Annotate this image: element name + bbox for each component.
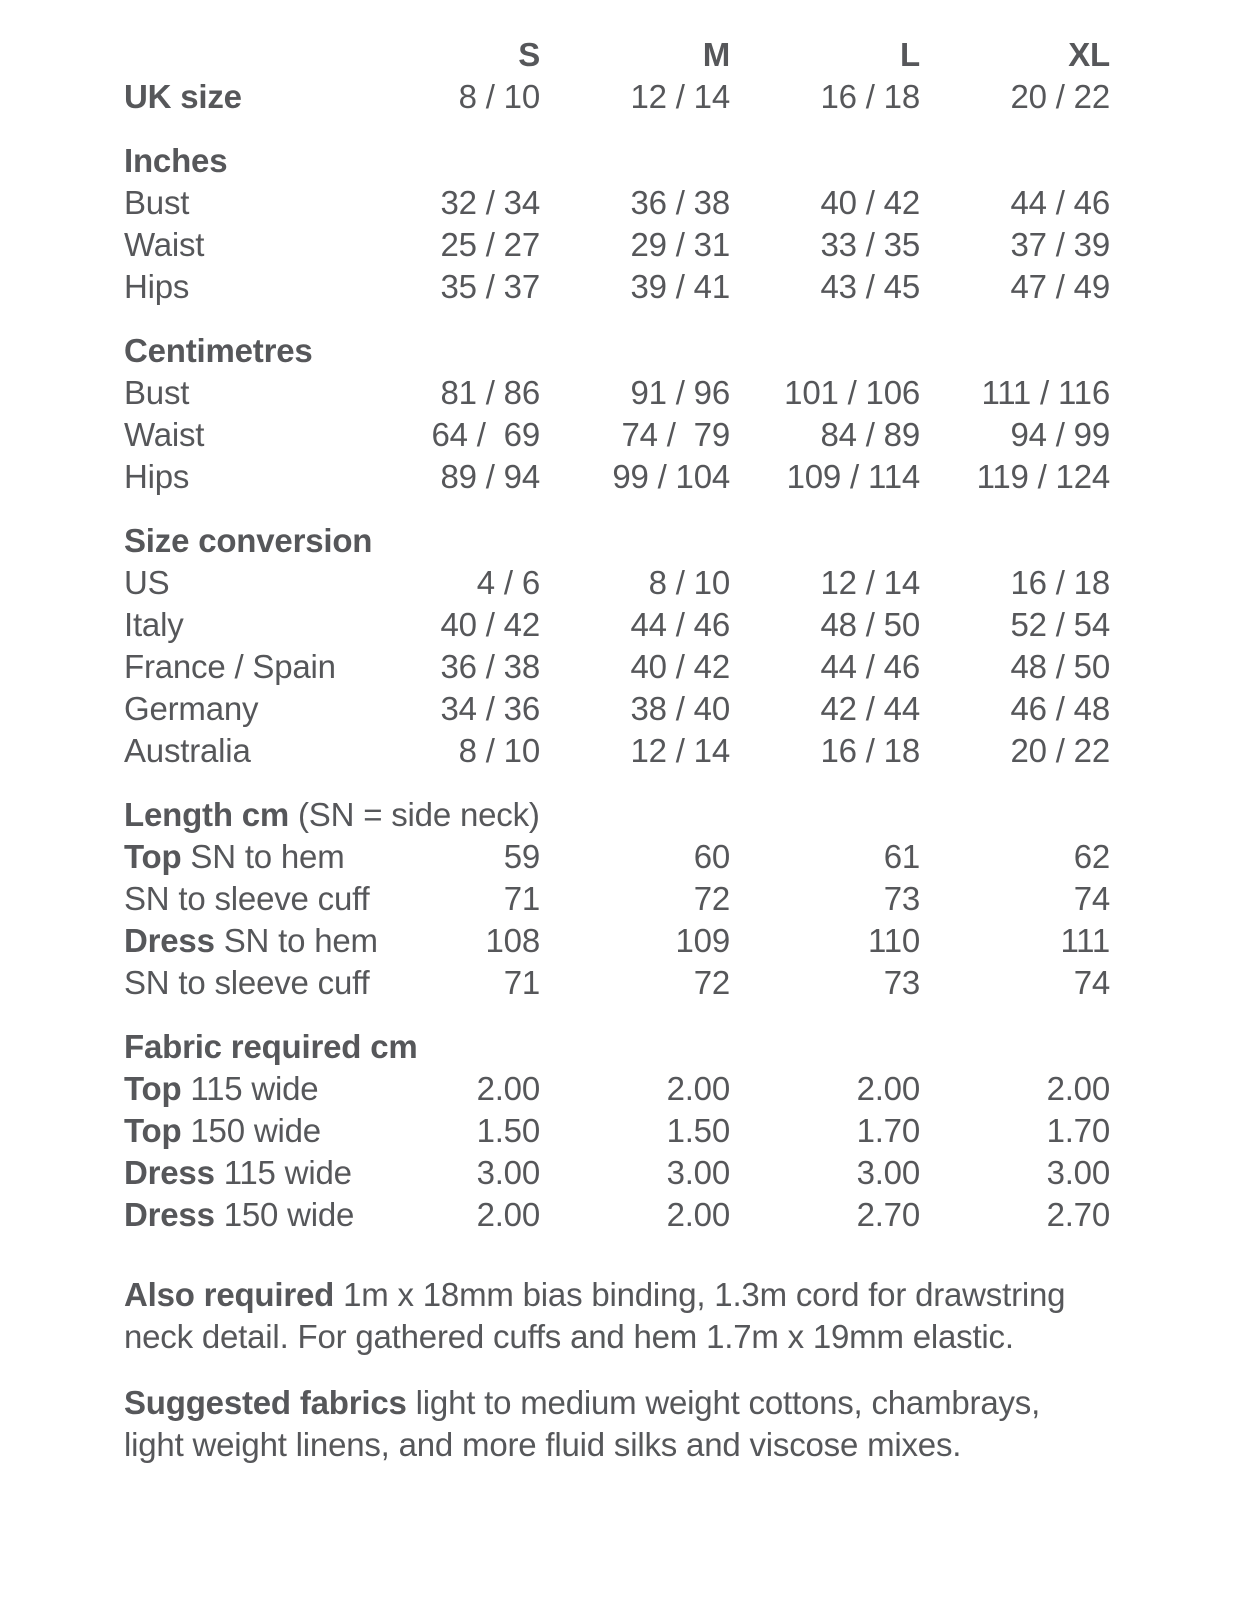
cell-value: 111 bbox=[1060, 922, 1110, 959]
column-header-m: M bbox=[702, 36, 730, 73]
cell-value: 3.00 bbox=[856, 1154, 920, 1191]
cell-value: 2.70 bbox=[1046, 1196, 1110, 1233]
row-label-rest: Bust bbox=[124, 184, 190, 221]
table-row bbox=[124, 836, 1110, 878]
cell-value: 40 / 42 bbox=[820, 184, 920, 221]
cell-value: 16 / 18 bbox=[1010, 564, 1110, 601]
column-headers-row bbox=[124, 34, 1110, 76]
cell-value: 108 bbox=[485, 922, 540, 959]
cell-value: 81 / 86 bbox=[440, 374, 540, 411]
note-line bbox=[124, 1382, 1110, 1424]
row-label-rest: Hips bbox=[124, 268, 190, 305]
cell-value: 2.00 bbox=[666, 1070, 730, 1107]
row-label bbox=[124, 688, 350, 730]
row-label: UK size bbox=[124, 78, 242, 115]
row-label bbox=[124, 456, 350, 498]
row-label bbox=[124, 562, 350, 604]
column-header-l: L bbox=[900, 36, 920, 73]
table-row bbox=[124, 1110, 1110, 1152]
cell-value: 62 bbox=[1073, 838, 1110, 875]
cell-value: 73 bbox=[883, 880, 920, 917]
table-row bbox=[124, 1152, 1110, 1194]
table-row bbox=[124, 372, 1110, 414]
section-header-centimetres bbox=[124, 330, 1110, 372]
cell-value: 101 / 106 bbox=[784, 374, 920, 411]
column-header-spacer bbox=[124, 34, 350, 76]
cell-value: 60 bbox=[693, 838, 730, 875]
cell-value: 71 bbox=[503, 880, 540, 917]
row-label-rest: 150 wide bbox=[181, 1112, 321, 1149]
cell-value: 25 / 27 bbox=[440, 226, 540, 263]
note-text: light to medium weight cottons, chambrays, bbox=[406, 1384, 1041, 1421]
cell-value: 1.70 bbox=[1046, 1112, 1110, 1149]
cell-value: 84 / 89 bbox=[820, 416, 920, 453]
row-label bbox=[124, 878, 370, 920]
section-title: Length cm bbox=[124, 796, 290, 833]
row-label bbox=[124, 1068, 350, 1110]
section-title: Centimetres bbox=[124, 332, 313, 369]
row-label-rest: Italy bbox=[124, 606, 184, 643]
section-header-length bbox=[124, 794, 1110, 836]
section-note: (SN = side neck) bbox=[289, 796, 540, 833]
cell-value: 1.50 bbox=[666, 1112, 730, 1149]
row-label-bold: Dress bbox=[124, 1196, 215, 1233]
table-row bbox=[124, 1068, 1110, 1110]
column-header-s: S bbox=[518, 36, 540, 73]
cell-value: 48 / 50 bbox=[1010, 648, 1110, 685]
cell-value: 46 / 48 bbox=[1010, 690, 1110, 727]
table-row bbox=[124, 688, 1110, 730]
table-row bbox=[124, 920, 1110, 962]
cell-value: 2.00 bbox=[856, 1070, 920, 1107]
cell-value: 32 / 34 bbox=[440, 184, 540, 221]
row-label-rest: Australia bbox=[124, 732, 251, 769]
cell-value: 73 bbox=[883, 964, 920, 1001]
cell-value: 1.50 bbox=[476, 1112, 540, 1149]
cell-value: 20 / 22 bbox=[1010, 78, 1110, 115]
cell-value: 99 / 104 bbox=[612, 458, 730, 495]
row-label bbox=[124, 604, 350, 646]
row-label bbox=[124, 646, 350, 688]
row-label-rest: SN to hem bbox=[181, 838, 345, 875]
row-label bbox=[124, 920, 378, 962]
cell-value: 47 / 49 bbox=[1010, 268, 1110, 305]
cell-value: 20 / 22 bbox=[1010, 732, 1110, 769]
cell-value: 111 / 116 bbox=[981, 374, 1110, 411]
table-row bbox=[124, 878, 1110, 920]
cell-value: 12 / 14 bbox=[820, 564, 920, 601]
row-label-bold: Top bbox=[124, 838, 182, 875]
cell-value: 110 bbox=[867, 922, 920, 959]
cell-value: 12 / 14 bbox=[630, 732, 730, 769]
table-row bbox=[124, 414, 1110, 456]
cell-value: 64 / 69 bbox=[431, 416, 540, 453]
cell-value: 16 / 18 bbox=[820, 732, 920, 769]
row-label-rest: 150 wide bbox=[214, 1196, 355, 1233]
row-label-rest: 115 wide bbox=[214, 1154, 352, 1191]
row-label-rest: SN to sleeve cuff bbox=[124, 880, 370, 917]
cell-value: 44 / 46 bbox=[820, 648, 920, 685]
table-row bbox=[124, 730, 1110, 772]
row-label-rest: Hips bbox=[124, 458, 190, 495]
row-label-rest: Waist bbox=[124, 226, 205, 263]
cell-value: 109 bbox=[675, 922, 730, 959]
row-label-rest: Bust bbox=[124, 374, 190, 411]
row-label bbox=[124, 1152, 350, 1194]
row-label bbox=[124, 836, 350, 878]
row-label bbox=[124, 962, 370, 1004]
row-label-bold: Dress bbox=[124, 1154, 215, 1191]
cell-value: 39 / 41 bbox=[630, 268, 730, 305]
cell-value: 91 / 96 bbox=[630, 374, 730, 411]
cell-value: 2.00 bbox=[666, 1196, 730, 1233]
cell-value: 40 / 42 bbox=[630, 648, 730, 685]
cell-value: 33 / 35 bbox=[820, 226, 920, 263]
cell-value: 35 / 37 bbox=[440, 268, 540, 305]
cell-value: 38 / 40 bbox=[630, 690, 730, 727]
cell-value: 36 / 38 bbox=[630, 184, 730, 221]
uk-size-row bbox=[124, 76, 1110, 118]
suggested-fabrics-note bbox=[124, 1382, 1110, 1466]
row-label-rest: 115 wide bbox=[181, 1070, 319, 1107]
cell-value: 8 / 10 bbox=[458, 732, 540, 769]
row-label bbox=[124, 414, 350, 456]
row-label-rest: SN to hem bbox=[214, 922, 378, 959]
row-label bbox=[124, 1110, 350, 1152]
cell-value: 59 bbox=[503, 838, 540, 875]
cell-value: 44 / 46 bbox=[630, 606, 730, 643]
cell-value: 72 bbox=[693, 964, 730, 1001]
cell-value: 34 / 36 bbox=[440, 690, 540, 727]
cell-value: 61 bbox=[883, 838, 920, 875]
cell-value: 3.00 bbox=[666, 1154, 730, 1191]
cell-value: 37 / 39 bbox=[1010, 226, 1110, 263]
table-row bbox=[124, 266, 1110, 308]
table-row bbox=[124, 456, 1110, 498]
section-title: Size conversion bbox=[124, 522, 373, 559]
column-header-xl: XL bbox=[1068, 36, 1110, 73]
section-header-inches bbox=[124, 140, 1110, 182]
row-label bbox=[124, 224, 350, 266]
row-label-rest: US bbox=[124, 564, 170, 601]
note-lead: Also required bbox=[124, 1276, 335, 1313]
row-label bbox=[124, 266, 350, 308]
cell-value: 109 / 114 bbox=[786, 458, 920, 495]
cell-value: 72 bbox=[693, 880, 730, 917]
cell-value: 52 / 54 bbox=[1010, 606, 1110, 643]
row-label bbox=[124, 182, 350, 224]
cell-value: 40 / 42 bbox=[440, 606, 540, 643]
table-row bbox=[124, 562, 1110, 604]
cell-value: 16 / 18 bbox=[820, 78, 920, 115]
cell-value: 74 / 79 bbox=[621, 416, 730, 453]
cell-value: 3.00 bbox=[1046, 1154, 1110, 1191]
note-text: 1m x 18mm bias binding, 1.3m cord for drawstring bbox=[334, 1276, 1066, 1313]
row-label-rest: Waist bbox=[124, 416, 205, 453]
row-label bbox=[124, 1194, 355, 1236]
row-label-rest: SN to sleeve cuff bbox=[124, 964, 370, 1001]
row-label bbox=[124, 730, 350, 772]
note-lead: Suggested fabrics bbox=[124, 1384, 407, 1421]
cell-value: 8 / 10 bbox=[648, 564, 730, 601]
section-header-size-conversion bbox=[124, 520, 1110, 562]
row-label-bold: Top bbox=[124, 1070, 182, 1107]
row-label-rest: France / Spain bbox=[124, 648, 336, 685]
cell-value: 48 / 50 bbox=[820, 606, 920, 643]
table-row bbox=[124, 962, 1110, 1004]
note-line: light weight linens, and more fluid silks and viscose mixes. bbox=[124, 1426, 962, 1463]
row-label-rest: Germany bbox=[124, 690, 259, 727]
cell-value: 89 / 94 bbox=[440, 458, 540, 495]
row-label bbox=[124, 372, 350, 414]
table-row bbox=[124, 604, 1110, 646]
cell-value: 94 / 99 bbox=[1010, 416, 1110, 453]
cell-value: 8 / 10 bbox=[458, 78, 540, 115]
row-label-bold: Dress bbox=[124, 922, 215, 959]
cell-value: 2.00 bbox=[476, 1196, 540, 1233]
row-label-bold: Top bbox=[124, 1112, 182, 1149]
cell-value: 74 bbox=[1073, 964, 1110, 1001]
cell-value: 2.00 bbox=[476, 1070, 540, 1107]
section-title: Inches bbox=[124, 142, 228, 179]
cell-value: 1.70 bbox=[856, 1112, 920, 1149]
table-row bbox=[124, 182, 1110, 224]
cell-value: 29 / 31 bbox=[630, 226, 730, 263]
cell-value: 44 / 46 bbox=[1010, 184, 1110, 221]
cell-value: 3.00 bbox=[476, 1154, 540, 1191]
table-row bbox=[124, 646, 1110, 688]
cell-value: 71 bbox=[503, 964, 540, 1001]
cell-value: 43 / 45 bbox=[820, 268, 920, 305]
cell-value: 42 / 44 bbox=[820, 690, 920, 727]
cell-value: 36 / 38 bbox=[440, 648, 540, 685]
table-row bbox=[124, 224, 1110, 266]
cell-value: 2.00 bbox=[1046, 1070, 1110, 1107]
cell-value: 74 bbox=[1073, 880, 1110, 917]
cell-value: 119 / 124 bbox=[976, 458, 1110, 495]
table-row bbox=[124, 1194, 1110, 1236]
cell-value: 4 / 6 bbox=[476, 564, 540, 601]
section-title: Fabric required cm bbox=[124, 1028, 418, 1065]
section-header-fabric bbox=[124, 1026, 1110, 1068]
also-required-note bbox=[124, 1274, 1110, 1358]
cell-value: 2.70 bbox=[856, 1196, 920, 1233]
note-line: neck detail. For gathered cuffs and hem 1.7m x 19mm elastic. bbox=[124, 1318, 1014, 1355]
note-line bbox=[124, 1274, 1110, 1316]
cell-value: 12 / 14 bbox=[630, 78, 730, 115]
